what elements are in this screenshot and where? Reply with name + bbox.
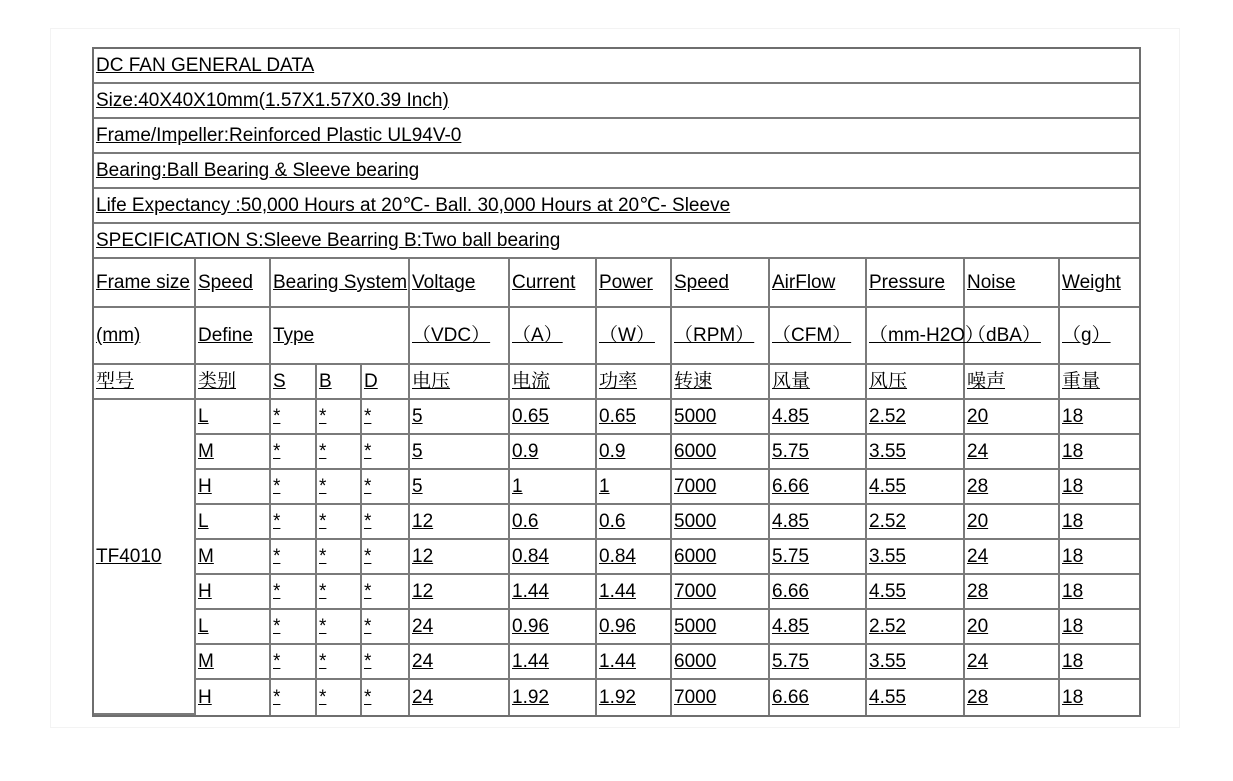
d-cell[interactable]: * (362, 540, 410, 575)
noise-cell[interactable]: 24 (965, 540, 1060, 575)
airflow-cell[interactable]: 6.66 (770, 680, 867, 715)
sleeve-cell[interactable]: * (271, 435, 317, 470)
current-cell[interactable]: 0.9 (510, 435, 597, 470)
rpm-cell[interactable]: 7000 (672, 680, 770, 715)
noise-cell[interactable]: 20 (965, 610, 1060, 645)
weight-cell[interactable]: 18 (1060, 505, 1139, 540)
speed-class-cell[interactable]: M (196, 435, 271, 470)
airflow-cell[interactable]: 4.85 (770, 610, 867, 645)
header-speed-rpm[interactable]: Speed (672, 259, 770, 308)
noise-cell[interactable]: 28 (965, 470, 1060, 505)
unit-mmh2o[interactable]: （mm-H2O） (867, 308, 965, 365)
ball-cell[interactable]: * (317, 505, 362, 540)
current-cell[interactable]: 1.44 (510, 575, 597, 610)
cn-weight[interactable]: 重量 (1060, 365, 1139, 400)
unit-mm[interactable]: (mm) (94, 308, 196, 365)
header-pressure[interactable]: Pressure (867, 259, 965, 308)
cn-d[interactable]: D (362, 365, 410, 400)
current-cell[interactable]: 0.65 (510, 400, 597, 435)
pressure-cell[interactable]: 3.55 (867, 435, 965, 470)
airflow-cell[interactable]: 4.85 (770, 505, 867, 540)
power-cell[interactable]: 1.44 (597, 575, 672, 610)
sleeve-cell[interactable]: * (271, 645, 317, 680)
d-cell[interactable]: * (362, 680, 410, 715)
size-info[interactable]: Size:40X40X10mm(1.57X1.57X0.39 Inch) (94, 84, 1139, 119)
ball-cell[interactable]: * (317, 540, 362, 575)
table-row (94, 470, 1139, 505)
d-cell[interactable]: * (362, 610, 410, 645)
weight-cell[interactable]: 18 (1060, 575, 1139, 610)
sleeve-cell[interactable]: * (271, 575, 317, 610)
pressure-cell[interactable]: 4.55 (867, 470, 965, 505)
pressure-cell[interactable]: 2.52 (867, 400, 965, 435)
d-cell[interactable]: * (362, 645, 410, 680)
table-row (94, 645, 1139, 680)
sleeve-cell[interactable]: * (271, 505, 317, 540)
model-cell[interactable]: TF4010 (94, 400, 196, 715)
weight-cell[interactable]: 18 (1060, 435, 1139, 470)
pressure-cell[interactable]: 2.52 (867, 610, 965, 645)
header-weight[interactable]: Weight (1060, 259, 1139, 308)
weight-cell[interactable]: 18 (1060, 540, 1139, 575)
unit-type[interactable]: Type (271, 308, 410, 365)
ball-cell[interactable]: * (317, 435, 362, 470)
speed-class-cell[interactable]: L (196, 610, 271, 645)
power-cell[interactable]: 0.84 (597, 540, 672, 575)
pressure-cell[interactable]: 4.55 (867, 575, 965, 610)
sleeve-cell[interactable]: * (271, 470, 317, 505)
unit-g[interactable]: （g） (1060, 308, 1139, 365)
header-airflow[interactable]: AirFlow (770, 259, 867, 308)
power-cell[interactable]: 1.44 (597, 645, 672, 680)
rpm-cell[interactable]: 5000 (672, 610, 770, 645)
current-cell[interactable]: 1 (510, 470, 597, 505)
rpm-cell[interactable]: 6000 (672, 435, 770, 470)
pressure-cell[interactable]: 3.55 (867, 645, 965, 680)
current-cell[interactable]: 1.92 (510, 680, 597, 715)
power-cell[interactable]: 0.9 (597, 435, 672, 470)
speed-class-cell[interactable]: H (196, 680, 271, 715)
general-data-title[interactable]: DC FAN GENERAL DATA (94, 49, 1139, 84)
airflow-cell[interactable]: 5.75 (770, 540, 867, 575)
unit-a[interactable]: （A） (510, 308, 597, 365)
cn-pressure[interactable]: 风压 (867, 365, 965, 400)
rpm-cell[interactable]: 5000 (672, 505, 770, 540)
ball-cell[interactable]: * (317, 610, 362, 645)
voltage-cell[interactable]: 5 (410, 400, 510, 435)
noise-cell[interactable]: 20 (965, 400, 1060, 435)
voltage-cell[interactable]: 12 (410, 540, 510, 575)
header-current[interactable]: Current (510, 259, 597, 308)
pressure-cell[interactable]: 2.52 (867, 505, 965, 540)
table-row (94, 680, 1139, 715)
d-cell[interactable]: * (362, 505, 410, 540)
sleeve-cell[interactable]: * (271, 540, 317, 575)
pressure-cell[interactable]: 4.55 (867, 680, 965, 715)
voltage-cell[interactable]: 5 (410, 470, 510, 505)
table-row (94, 505, 1139, 540)
unit-rpm[interactable]: （RPM） (672, 308, 770, 365)
unit-cfm[interactable]: （CFM） (770, 308, 867, 365)
header-row-units (94, 308, 1139, 365)
header-power[interactable]: Power (597, 259, 672, 308)
current-cell[interactable]: 0.84 (510, 540, 597, 575)
sleeve-cell[interactable]: * (271, 680, 317, 715)
table-row (94, 540, 1139, 575)
voltage-cell[interactable]: 12 (410, 505, 510, 540)
pressure-cell[interactable]: 3.55 (867, 540, 965, 575)
weight-cell[interactable]: 18 (1060, 645, 1139, 680)
voltage-cell[interactable]: 5 (410, 435, 510, 470)
d-cell[interactable]: * (362, 470, 410, 505)
header-row-english (94, 259, 1139, 308)
cn-noise[interactable]: 噪声 (965, 365, 1060, 400)
ball-cell[interactable]: * (317, 470, 362, 505)
rpm-cell[interactable]: 7000 (672, 575, 770, 610)
current-cell[interactable]: 1.44 (510, 645, 597, 680)
life-expectancy-info[interactable]: Life Expectancy :50,000 Hours at 20℃- Ball. 30,000 Hours at 20℃- Sleeve (94, 189, 1139, 224)
cn-b[interactable]: B (317, 365, 362, 400)
cn-category[interactable]: 类别 (196, 365, 271, 400)
ball-cell[interactable]: * (317, 645, 362, 680)
table-row (94, 575, 1139, 610)
cn-s[interactable]: S (271, 365, 317, 400)
voltage-cell[interactable]: 24 (410, 610, 510, 645)
speed-class-cell[interactable]: M (196, 645, 271, 680)
voltage-cell[interactable]: 24 (410, 680, 510, 715)
cn-voltage[interactable]: 电压 (410, 365, 510, 400)
ball-cell[interactable]: * (317, 400, 362, 435)
noise-cell[interactable]: 28 (965, 575, 1060, 610)
ball-cell[interactable]: * (317, 575, 362, 610)
cn-airflow[interactable]: 风量 (770, 365, 867, 400)
d-cell[interactable]: * (362, 435, 410, 470)
bearing-info[interactable]: Bearing:Ball Bearing & Sleeve bearing (94, 154, 1139, 189)
header-frame-size[interactable]: Frame size (94, 259, 196, 308)
airflow-cell[interactable]: 6.66 (770, 575, 867, 610)
noise-cell[interactable]: 24 (965, 435, 1060, 470)
frame-impeller-info[interactable]: Frame/Impeller:Reinforced Plastic UL94V-0 (94, 119, 1139, 154)
d-cell[interactable]: * (362, 575, 410, 610)
noise-cell[interactable]: 24 (965, 645, 1060, 680)
unit-vdc[interactable]: （VDC） (410, 308, 510, 365)
speed-class-cell[interactable]: L (196, 505, 271, 540)
fan-spec-table (92, 47, 1141, 717)
cn-speed[interactable]: 转速 (672, 365, 770, 400)
cn-power[interactable]: 功率 (597, 365, 672, 400)
power-cell[interactable]: 0.65 (597, 400, 672, 435)
power-cell[interactable]: 0.96 (597, 610, 672, 645)
rpm-cell[interactable]: 6000 (672, 540, 770, 575)
unit-w[interactable]: （W） (597, 308, 672, 365)
header-voltage[interactable]: Voltage (410, 259, 510, 308)
power-cell[interactable]: 1.92 (597, 680, 672, 715)
ball-cell[interactable]: * (317, 680, 362, 715)
unit-define[interactable]: Define (196, 308, 271, 365)
noise-cell[interactable]: 20 (965, 505, 1060, 540)
voltage-cell[interactable]: 12 (410, 575, 510, 610)
header-row-chinese (94, 365, 1139, 400)
sleeve-cell[interactable]: * (271, 400, 317, 435)
speed-class-cell[interactable]: H (196, 470, 271, 505)
header-bearing-system[interactable]: Bearing System (271, 259, 410, 308)
header-speed-class[interactable]: Speed (196, 259, 271, 308)
weight-cell[interactable]: 18 (1060, 400, 1139, 435)
power-cell[interactable]: 0.6 (597, 505, 672, 540)
speed-class-cell[interactable]: M (196, 540, 271, 575)
cn-model[interactable]: 型号 (94, 365, 196, 400)
speed-class-cell[interactable]: H (196, 575, 271, 610)
noise-cell[interactable]: 28 (965, 680, 1060, 715)
airflow-cell[interactable]: 5.75 (770, 435, 867, 470)
rpm-cell[interactable]: 7000 (672, 470, 770, 505)
d-cell[interactable]: * (362, 400, 410, 435)
rpm-cell[interactable]: 5000 (672, 400, 770, 435)
airflow-cell[interactable]: 5.75 (770, 645, 867, 680)
sleeve-cell[interactable]: * (271, 610, 317, 645)
weight-cell[interactable]: 18 (1060, 470, 1139, 505)
table-row (94, 435, 1139, 470)
table-row (94, 610, 1139, 645)
current-cell[interactable]: 0.96 (510, 610, 597, 645)
current-cell[interactable]: 0.6 (510, 505, 597, 540)
specification-legend[interactable]: SPECIFICATION S:Sleeve Bearring B:Two ball bearing (94, 224, 1139, 259)
unit-dba[interactable]: （dBA） (965, 308, 1060, 365)
rpm-cell[interactable]: 6000 (672, 645, 770, 680)
weight-cell[interactable]: 18 (1060, 610, 1139, 645)
airflow-cell[interactable]: 4.85 (770, 400, 867, 435)
table-row (94, 400, 1139, 435)
power-cell[interactable]: 1 (597, 470, 672, 505)
cn-current[interactable]: 电流 (510, 365, 597, 400)
voltage-cell[interactable]: 24 (410, 645, 510, 680)
speed-class-cell[interactable]: L (196, 400, 271, 435)
weight-cell[interactable]: 18 (1062, 687, 1084, 708)
airflow-cell[interactable]: 6.66 (770, 470, 867, 505)
header-noise[interactable]: Noise (965, 259, 1060, 308)
